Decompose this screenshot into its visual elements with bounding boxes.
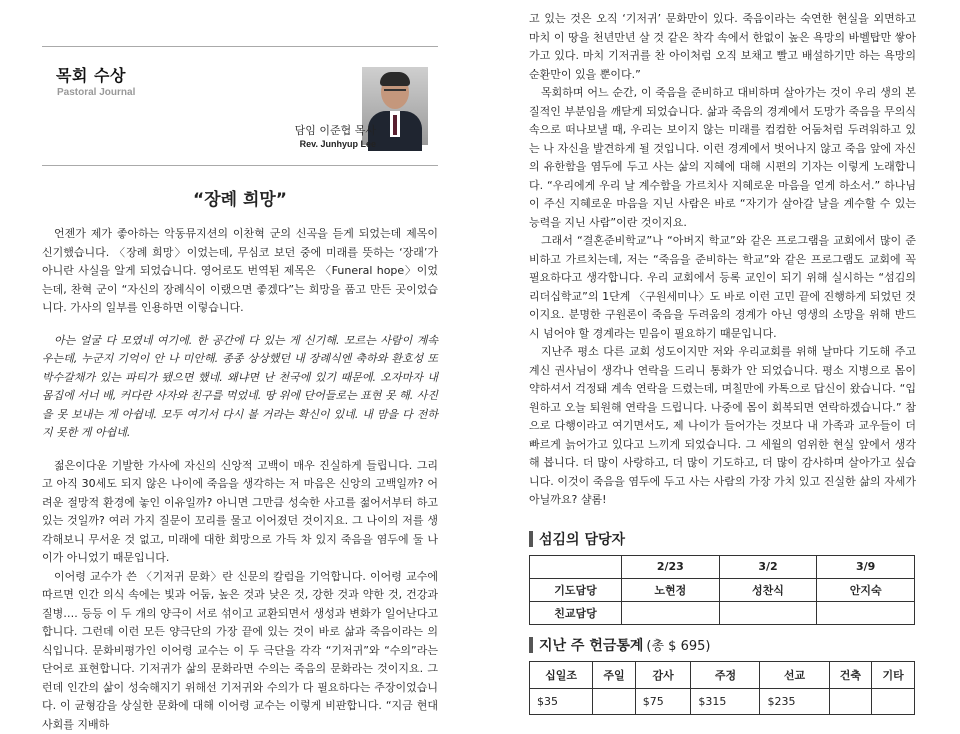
table-row bbox=[530, 601, 915, 624]
offering-value: $35 bbox=[530, 688, 593, 714]
offering-header: 십일조 bbox=[530, 661, 593, 688]
duty-value bbox=[817, 601, 915, 624]
duty-title: 섬김의 담당자 bbox=[539, 529, 625, 549]
offering-header: 주일 bbox=[593, 661, 636, 688]
right-column bbox=[529, 10, 916, 715]
section-bar-icon bbox=[529, 637, 533, 653]
sermon-paragraph: 그래서 “결혼준비학교”나 “아버지 학교”와 같은 프로그램을 교회에서 많이 준비하고 가르치는데, 저는 “죽음을 준비하는 학교”와 같은 프로그램도 교회에 꼭 필요하다고 생각합니다. 우리 교회에서 등록 교인이 되기 위해 실시하는 “섬김의리더십학교”의 1단계 〈구원세미나〉도 바로 이런 고민 끝에 진행하게 되었던 것이지요. 분명한 구원론이 죽음을 두려움의 경계가 아닌 영생의 소망을 위해 반드시 넘어야 할 경계라는 믿음이 필요하기 때문입니다. bbox=[529, 232, 916, 343]
sermon-paragraph: 젊은이다운 기발한 가사에 자신의 신앙적 고백이 매우 진실하게 들립니다. 그리고 아직 30세도 되지 않은 나이에 죽음을 생각하는 저 마음은 신앙의 고백일까? 어려운 절망적 환경에 놓인 이유일까? 아니면 그만큼 성숙한 사고를 젊어서부터 하고 있는 것일까? 여러 가지 질문이 꼬리를 물고 이어졌던 것이지요. 그 나이의 저를 생각해보니 무서운 것 없고, 미래에 대한 희망으로 가득 차 있지 죽음을 염두에 둘 나이가 아니었기 때문입니다. bbox=[42, 457, 438, 568]
table-cell bbox=[530, 555, 622, 578]
sermon-paragraph: 지난주 평소 다른 교회 성도이지만 저와 우리교회를 위해 날마다 기도해 주고 계신 권사님이 생각나 연락을 드리니 통화가 안 되었습니다. 평소 지병으로 몸이 약하셔서 걱정돼 계속 연락을 드렸는데, 며칠만에 카톡으로 답신이 왔습니다. “입원하고 오늘 퇴원해 연락을 드립니다. 나중에 몸이 회복되면 연락하겠습니다.” 참으로 다행이라고 여기면서도, 제 나이가 들어가는 것보다 내 가족과 교우들이 더 빠르게 늙어가고 있다고 느끼게 되었습니다. 그 세월의 엄위한 현실 앞에서 생각해 봅니다. 더 많이 사랑하고, 더 많이 기도하고, 더 많이 감사하며 살아가고 싶습니다. 이것이 죽음을 염두에 두고 사는 사람의 가장 가치 있고 진실한 삶의 자세가 아닐까요? 샬롬! bbox=[529, 343, 916, 510]
duty-value: 안지숙 bbox=[817, 578, 915, 601]
table-row bbox=[530, 688, 915, 714]
sermon-paragraph: 언젠가 제가 좋아하는 악동뮤지션의 이찬혁 군의 신곡을 듣게 되었는데 제목이 신기했습니다. 〈장례 희망〉이었는데, 무심코 보던 중에 미래를 뜻하는 ‘장래’가 아니란 사실을 알게 되었습니다. 영어로도 번역된 제목은 〈Funeral hope〉이었는데, 찬혁 군이 “자신의 장례식이 이랬으면 좋겠다”는 희망을 품고 만든 곳이었습니다. 가사의 일부를 인용하면 이렇습니다. bbox=[42, 225, 438, 318]
offering-header: 선교 bbox=[760, 661, 829, 688]
portrait-hair bbox=[380, 72, 410, 86]
offering-value: $235 bbox=[760, 688, 829, 714]
offering-header: 기타 bbox=[872, 661, 915, 688]
duty-label: 친교담당 bbox=[530, 601, 622, 624]
left-column bbox=[42, 46, 438, 734]
offering-value bbox=[829, 688, 872, 714]
author-name-en: Rev. Junhyup Lee bbox=[300, 139, 376, 149]
offering-header: 건축 bbox=[829, 661, 872, 688]
duty-value bbox=[622, 601, 720, 624]
offering-total: (총 $ 695) bbox=[646, 635, 710, 654]
table-row bbox=[530, 661, 915, 688]
portrait-tie bbox=[393, 115, 397, 135]
duty-table bbox=[529, 555, 915, 625]
author-name: 담임 이준협 목사 bbox=[295, 122, 376, 138]
duty-date: 3/9 bbox=[817, 555, 915, 578]
sermon-title: “장례 희망” bbox=[42, 185, 438, 225]
table-row bbox=[530, 578, 915, 601]
table-row bbox=[530, 555, 915, 578]
offering-value bbox=[593, 688, 636, 714]
duty-date: 2/23 bbox=[622, 555, 720, 578]
duty-section-title bbox=[529, 529, 916, 549]
sermon-paragraph: 고 있는 것은 오직 ‘기저귀’ 문화만이 있다. 죽음이라는 숙연한 현실을 외면하고 마치 이 땅을 천년만년 살 것 같은 착각 속에서 한없이 높은 욕망의 바벨탑만 쌓아가고 있다. 마치 기저귀를 찬 아이처럼 오직 보채고 빨고 배설하기만 하는 욕망의 순환만이 있을 뿐이다.” bbox=[529, 10, 916, 84]
offering-title: 지난 주 헌금통계 bbox=[539, 635, 643, 655]
column-title: 목회 수상 bbox=[56, 63, 126, 86]
duty-label: 기도담당 bbox=[530, 578, 622, 601]
section-bar-icon bbox=[529, 531, 533, 547]
offering-header: 감사 bbox=[635, 661, 691, 688]
lyrics-quote: 아는 얼굴 다 모였네 여기에. 한 공간에 다 있는 게 신기해. 모르는 사람이 계속 우는데, 누군지 기억이 안 나 미안해. 종종 상상했던 내 장례식엔 축하와 환호성 또 박수갈채가 있는 파티가 됐으면 했네. 왜냐면 난 천국에 있기 때문에. 오자마자 내 몸집에 서너 배, 커다란 사자와 친구를 먹었네. 땅 위에 단어들로는 표현 못 해. 사진을 못 보내는 게 아쉽네. 모두 여기서 다시 볼 거라는 확신이 있네. 내 맘을 다 전하지 못한 게 아쉽네. bbox=[42, 332, 438, 443]
duty-date: 3/2 bbox=[719, 555, 817, 578]
sermon-paragraph: 목회하며 어느 순간, 이 죽음을 준비하고 대비하며 살아가는 것이 우리 생의 본질적인 부분임을 깨닫게 되었습니다. 삶과 죽음의 경계에서 도망가 죽음을 무의식 속으로 떠나보낼 때, 우리는 보이지 않는 미래를 컴컴한 어둠처럼 두려워하고 있는 나 자신을 발견하게 될 것입니다. 이런 경계에서 벗어나지 않고 죽음 앞에 자신의 유한함을 염두에 두고 사는 삶의 지혜에 대해 시편의 기자는 이렇게 노래합니다. “우리에게 우리 날 계수함을 가르치사 지혜로운 마음을 얻게 하소서.” 하나님이 주신 지혜로운 마음을 지닌 사람은 바로 “자기가 살아갈 날을 계수할 수 있는 능력을 지닌 사람”이란 것이지요. bbox=[529, 84, 916, 232]
offering-value: $315 bbox=[691, 688, 760, 714]
offering-header: 주정 bbox=[691, 661, 760, 688]
offering-value bbox=[872, 688, 915, 714]
column-subtitle: Pastoral Journal bbox=[57, 87, 135, 98]
offering-value: $75 bbox=[635, 688, 691, 714]
duty-value: 노현정 bbox=[622, 578, 720, 601]
duty-value: 성찬식 bbox=[719, 578, 817, 601]
column-header bbox=[42, 46, 438, 166]
offering-table bbox=[529, 661, 915, 715]
portrait-glasses bbox=[384, 89, 406, 94]
sermon-paragraph: 이어령 교수가 쓴 〈기저귀 문화〉란 신문의 칼럼을 기억합니다. 이어령 교수에 따르면 인간 의식 속에는 빛과 어둠, 높은 것과 낮은 것, 강한 것과 약한 것, 건강과 질병…. 등등 이 두 개의 양극이 서로 섞이고 교환되면서 생성과 변화가 일어난다고 합니다. 그런데 이런 모든 양극단의 가장 끝에 있는 것이 바로 삶과 죽음이라는 의식입니다. 문화비평가인 이어령 교수는 이 두 극단을 각각 “기저귀”와 “수의”라는 단어로 표현합니다. 기저귀가 삶의 문화라면 수의는 죽음의 문화라는 것이지요. 그런데 인간의 삶이 성숙해지기 위해선 기저귀와 수의가 다 필요하다는 주장이었습니다. 이 균형감을 상실한 문화에 대해 이어령 교수는 이렇게 비판합니다. “지금 현대 사회를 지배하 bbox=[42, 568, 438, 734]
offering-section-title bbox=[529, 635, 916, 655]
duty-value bbox=[719, 601, 817, 624]
